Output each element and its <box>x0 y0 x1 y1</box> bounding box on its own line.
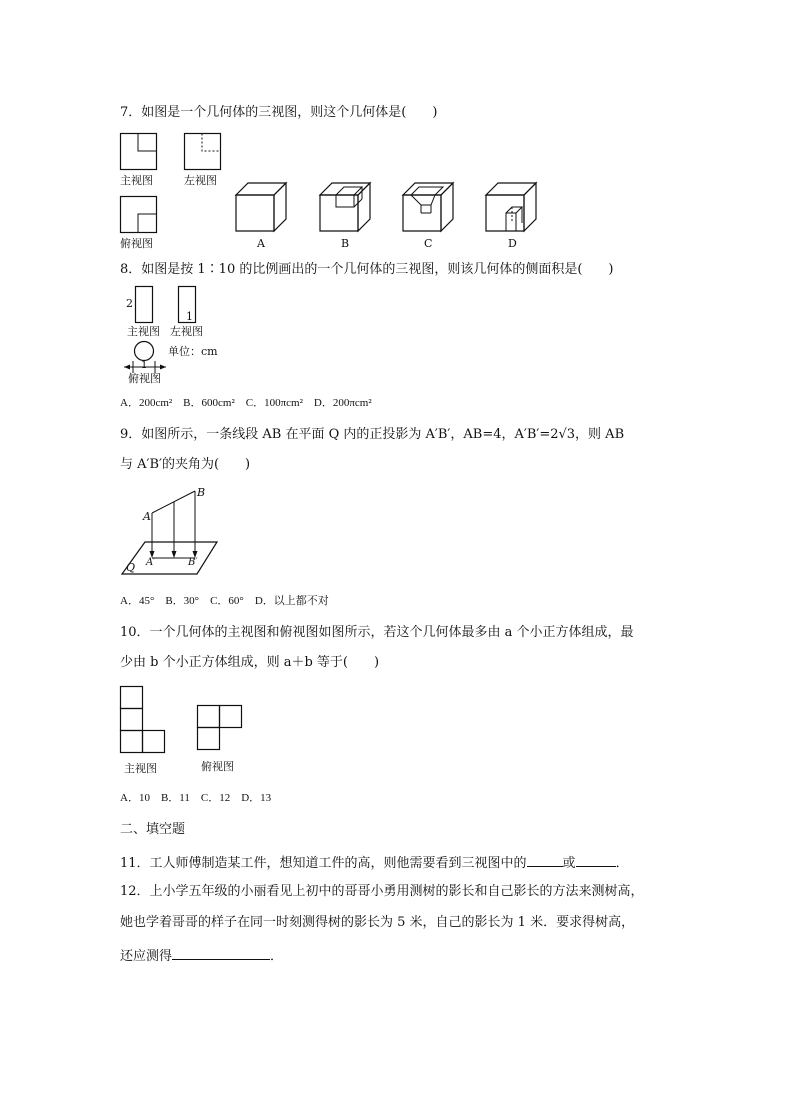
q7-option-b-label: B <box>341 237 350 250</box>
q8-left-view-label: 左视图 <box>170 325 203 338</box>
q10-stem-line1: 10．一个几何体的主视图和俯视图如图所示，若这个几何体最多由 a 个小正方体组成，最 <box>120 625 634 640</box>
q10-stem-line2: 少由 b 个小正方体组成，则 a＋b 等于( ) <box>120 655 380 670</box>
q11-text-after: ． <box>615 856 629 871</box>
q11 <box>120 854 629 870</box>
q7-front-view-label: 主视图 <box>120 174 153 187</box>
q10-answer-options: A．10 B．11 C．12 D．13 <box>120 792 272 804</box>
q7-option-a-label: A <box>257 237 265 250</box>
q8-top-view-label: 俯视图 <box>128 372 161 385</box>
q12-line3-before: 还应测得 <box>120 949 173 964</box>
q9-point-a: A <box>143 510 151 523</box>
q10-top-view <box>197 705 245 753</box>
q10-top-view-label: 俯视图 <box>201 760 234 773</box>
q7-front-view <box>120 133 160 173</box>
q9-point-a-proj: A′ <box>146 557 156 568</box>
q9-point-b: B <box>197 486 206 499</box>
q9-stem-line1: 9．如图所示，一条线段 AB 在平面 Q 内的正投影为 A′B′，AB=4，A′B′=2√3，则 AB <box>120 427 625 442</box>
q8-stem: 8．如图是按 1∶10 的比例画出的一个几何体的三视图，则该几何体的侧面积是( ) <box>120 262 614 277</box>
q11-blank-2[interactable] <box>576 854 616 867</box>
q12-blank[interactable] <box>172 947 270 960</box>
section-title: 二、填空题 <box>120 822 186 837</box>
q11-blank-1[interactable] <box>527 854 563 867</box>
q7-option-a-solid <box>236 183 292 233</box>
q7-left-view-label: 左视图 <box>184 174 217 187</box>
q9-projection-diagram <box>120 485 230 580</box>
q8-diameter-label: 1 <box>141 360 148 371</box>
q7-top-view-label: 俯视图 <box>120 237 153 250</box>
q10-front-view <box>120 686 168 758</box>
q7-left-view <box>184 133 224 173</box>
q11-text-before: 11．工人师傅制造某工件，想知道工件的高，则他需要看到三视图中的 <box>120 856 527 871</box>
q7-option-b-solid <box>320 183 376 233</box>
q9-point-b-proj: B′ <box>188 557 198 568</box>
q12-line2: 她也学着哥哥的样子在同一时刻测得树的影长为 5 米，自己的影长为 1 米．要求得树高， <box>120 915 635 930</box>
q12-line1: 12．上小学五年级的小丽看见上初中的哥哥小勇用测树的影长和自己影长的方法来测树高， <box>120 884 644 899</box>
q8-answer-options: A．200cm² B．600cm² C．100πcm² D．200πcm² <box>120 397 372 409</box>
q9-plane-label: Q <box>126 561 136 574</box>
q8-front-view-label: 主视图 <box>127 325 160 338</box>
q9-answer-options: A．45° B．30° C．60° D．以上都不对 <box>120 595 329 607</box>
q8-unit-label: 单位：cm <box>168 345 218 358</box>
q10-front-view-label: 主视图 <box>124 762 157 775</box>
q9-stem-line2: 与 A′B′的夹角为( ) <box>120 457 251 472</box>
q11-text-middle: 或 <box>562 856 576 871</box>
q8-front-view <box>135 286 155 326</box>
q8-inner-label: 1 <box>186 310 193 323</box>
q7-option-d-label: D <box>508 237 517 250</box>
q7-option-c-label: C <box>424 237 433 250</box>
q12-line3 <box>120 947 283 963</box>
q7-top-view <box>120 196 160 236</box>
q7-option-c-solid <box>403 183 459 233</box>
q12-line3-after: ． <box>270 949 284 964</box>
q8-height-label: 2 <box>126 297 133 310</box>
q7-option-d-solid <box>486 183 542 233</box>
q7-stem: 7．如图是一个几何体的三视图，则这个几何体是( ) <box>120 105 438 120</box>
